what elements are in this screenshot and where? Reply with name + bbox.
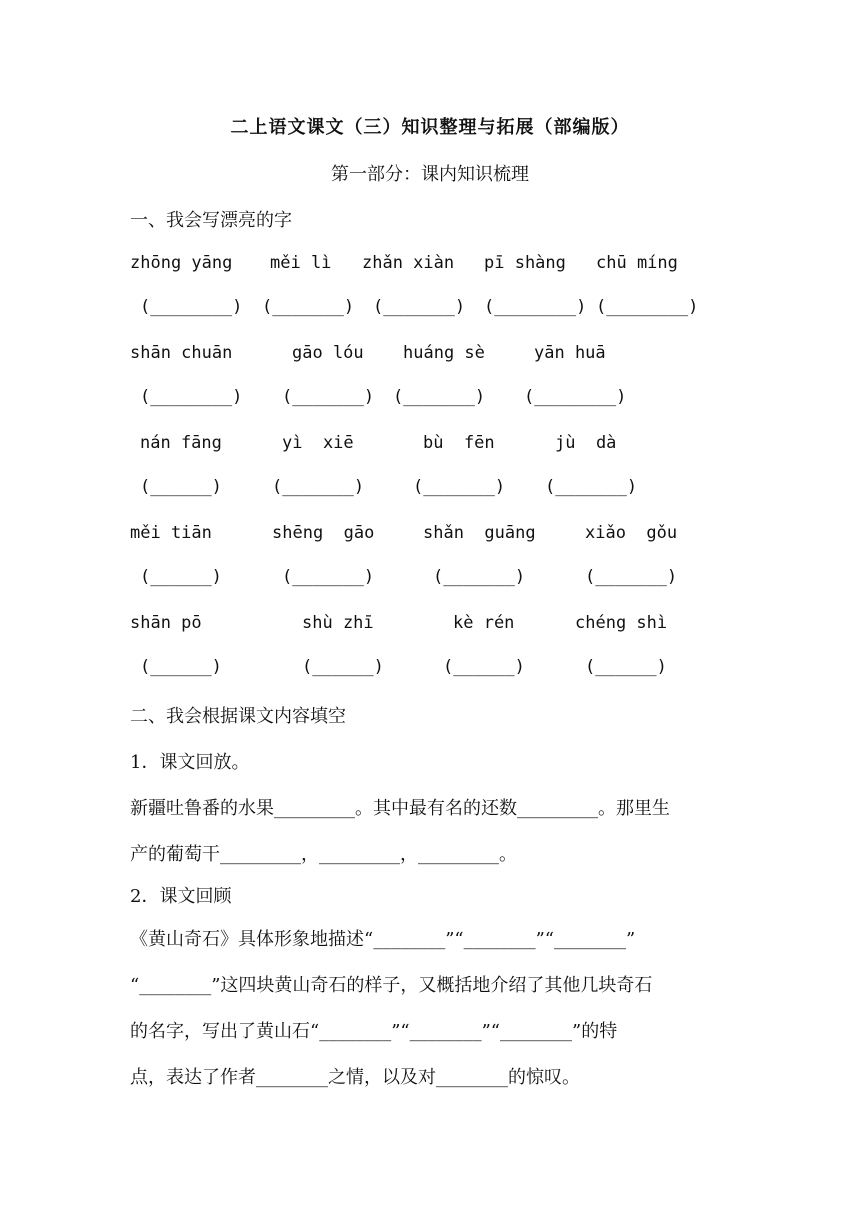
pinyin-item: shān chuān [130, 343, 233, 363]
answer-blank[interactable]: (________) [140, 297, 243, 317]
answer-blank[interactable]: (______) [140, 567, 222, 587]
answer-blank[interactable]: (_______) [433, 567, 526, 587]
question-2-line: “________”这四块黄山奇石的样子，又概括地介绍了其他几块奇石 [130, 975, 653, 996]
pinyin-item: shēng gāo [272, 523, 375, 543]
question-2-line: 《黄山奇石》具体形象地描述“________”“________”“________” [130, 929, 636, 950]
answer-blank[interactable]: (_______) [413, 477, 506, 497]
pinyin-item: shù zhī [302, 613, 374, 633]
pinyin-item: huáng sè [403, 343, 485, 363]
pinyin-item: shǎn guāng [423, 523, 536, 543]
question-2-line: 的名字，写出了黄山石“________”“________”“________”的特 [130, 1021, 618, 1042]
pinyin-item: pī shàng [484, 253, 566, 273]
pinyin-item: shān pō [130, 613, 202, 633]
answer-blank[interactable]: (_______) [282, 387, 375, 407]
answer-blank[interactable]: (_______) [373, 297, 466, 317]
pinyin-item: měi lì [270, 253, 332, 273]
answer-blank[interactable]: (________) [524, 387, 627, 407]
pinyin-item: jù dà [555, 433, 617, 453]
answer-blank[interactable]: (_______) [585, 567, 678, 587]
pinyin-item: zhōng yāng [130, 253, 233, 273]
answer-blank[interactable]: (________) [140, 387, 243, 407]
question-1-line: 新疆吐鲁番的水果_________。其中最有名的还数_________。那里生 [130, 798, 670, 819]
section1-heading: 一、我会写漂亮的字 [130, 210, 292, 231]
answer-blank[interactable]: (______) [140, 657, 222, 677]
question-2-line: 点，表达了作者________之情，以及对________的惊叹。 [130, 1067, 580, 1088]
pinyin-item: yān huā [534, 343, 606, 363]
answer-blank[interactable]: (______) [585, 657, 667, 677]
pinyin-item: nán fāng [140, 433, 222, 453]
section2-heading: 二、我会根据课文内容填空 [130, 706, 346, 727]
answer-blank[interactable]: (________) [484, 297, 587, 317]
pinyin-item: bù fēn [423, 433, 495, 453]
page-subtitle: 第一部分：课内知识梳理 [331, 164, 529, 185]
pinyin-item: yì xiē [282, 433, 354, 453]
pinyin-item: zhǎn xiàn [362, 253, 455, 273]
answer-blank[interactable]: (_______) [545, 477, 638, 497]
question-2-title: 2．课文回顾 [130, 886, 232, 907]
page-title: 二上语文课文（三）知识整理与拓展（部编版） [230, 117, 630, 138]
question-1-line: 产的葡萄干_________，_________，_________。 [130, 844, 517, 865]
answer-blank[interactable]: (_______) [262, 297, 355, 317]
answer-blank[interactable]: (______) [443, 657, 525, 677]
pinyin-item: chéng shì [575, 613, 668, 633]
answer-blank[interactable]: (______) [140, 477, 222, 497]
pinyin-item: kè rén [453, 613, 515, 633]
question-1-title: 1．课文回放。 [130, 752, 250, 773]
pinyin-item: měi tiān [130, 523, 212, 543]
pinyin-item: xiǎo gǒu [585, 523, 678, 543]
answer-blank[interactable]: (_______) [282, 567, 375, 587]
answer-blank[interactable]: (________) [596, 297, 699, 317]
answer-blank[interactable]: (_______) [272, 477, 365, 497]
pinyin-item: gāo lóu [292, 343, 364, 363]
answer-blank[interactable]: (_______) [393, 387, 486, 407]
pinyin-item: chū míng [596, 253, 678, 273]
answer-blank[interactable]: (______) [302, 657, 384, 677]
